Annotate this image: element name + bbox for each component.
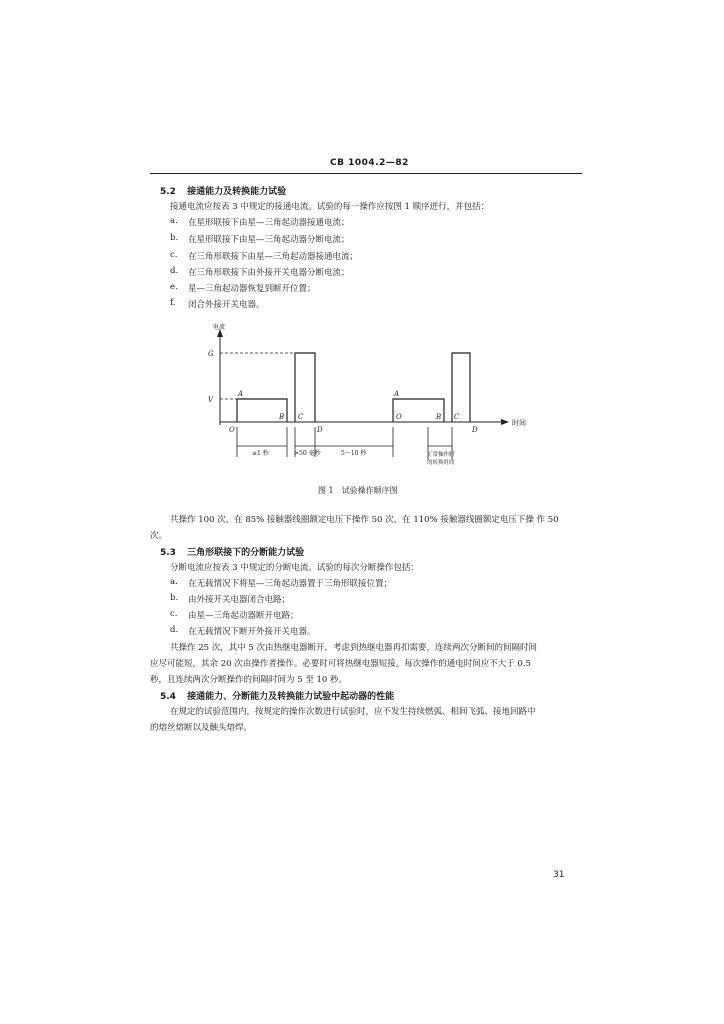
section-5-4-heading	[160, 689, 394, 702]
list-marker: c.	[170, 250, 178, 260]
list-marker: b.	[170, 233, 179, 243]
figure-caption: 图 1 试验操作顺序图	[318, 486, 398, 495]
list-text: 在三角形联接下由外接开关电器分断电流；	[188, 268, 350, 278]
pulse-4	[452, 353, 470, 422]
list-marker: e.	[170, 282, 178, 292]
list-item	[170, 609, 299, 621]
list-item	[170, 298, 265, 310]
list-marker: a.	[170, 216, 178, 226]
list-item	[170, 266, 350, 278]
note-label: 的转换时间	[427, 460, 455, 466]
list-marker: f.	[170, 298, 176, 308]
point-label: D	[472, 426, 478, 434]
list-item	[170, 625, 316, 637]
point-label: O	[229, 426, 235, 434]
point-label: A	[238, 390, 244, 398]
list-marker: a.	[170, 577, 178, 587]
list-text: 在无载情况下将星—三角起动器置于三角形联接位置；	[188, 579, 393, 589]
section-5-3-heading	[160, 545, 304, 558]
list-item	[170, 593, 291, 605]
paragraph: 共操作 100 次，在 85% 接触器线圈额定电压下操作 50 次，在 110% 接触器线圈额定电压下操 作 50	[170, 515, 559, 525]
paragraph: 应尽可能短，其余 20 次由操作者操作。必要时可将热继电器短接。每次操作的通电时间应不大于 0.5	[150, 659, 531, 669]
pulse-2	[295, 353, 315, 422]
x-axis-label: 时间	[512, 419, 526, 427]
list-text: 在星形联接下由星—三角起动器分断电流；	[188, 235, 350, 245]
standard-number: CB 1004.2—82	[330, 158, 409, 168]
paragraph: 次。	[150, 531, 168, 541]
section-title: 接通能力、分断能力及转换能力试验中起动器的性能	[187, 692, 395, 702]
section-number: 5.4	[160, 692, 176, 702]
x-axis-arrow	[501, 419, 509, 425]
list-text: 由星—三角起动器断开电路；	[188, 611, 299, 621]
interval-label: ≥1 秒	[252, 450, 269, 457]
paragraph: 接通电流应按表 3 中规定的接通电流。试验的每一操作应按图 1 顺序进行，并包括：	[170, 202, 490, 212]
list-text: 闭合外接开关电器。	[188, 300, 265, 310]
point-label: C	[454, 413, 460, 421]
y-axis-label: 电流	[213, 324, 226, 331]
note-label: 正常操作时	[427, 452, 455, 458]
point-label: C	[298, 413, 304, 421]
paragraph: 在规定的试验范围内，按规定的操作次数进行试验时，应不发生持续燃弧、相间飞弧、接地回路中	[170, 707, 536, 717]
list-text: 由外接开关电器闭合电路；	[188, 595, 291, 605]
point-label: A	[394, 390, 400, 398]
list-text: 在星形联接下由星—三角起动器接通电流；	[188, 218, 350, 228]
section-title: 接通能力及转换能力试验	[187, 187, 287, 197]
paragraph: 秒，且连续两次分断操作的间隔时间为 5 至 10 秒。	[150, 675, 348, 685]
list-text: 在三角形联接下由星—三角起动器接通电流；	[188, 252, 359, 262]
header-rule	[150, 173, 582, 174]
list-marker: d.	[170, 625, 179, 635]
interval-label: >50 毫秒	[294, 450, 321, 457]
section-5-2-heading	[160, 184, 286, 197]
section-number: 5.2	[160, 187, 176, 197]
test-sequence-diagram	[0, 315, 724, 495]
list-text: 星—三角起动器恢复到断开位置；	[188, 284, 316, 294]
level-v-label: V	[208, 396, 214, 404]
section-title: 三角形联接下的分断能力试验	[187, 548, 305, 558]
section-number: 5.3	[160, 548, 176, 558]
interval-label: 5～10 秒	[341, 450, 367, 457]
list-item	[170, 216, 350, 228]
point-label: D	[317, 426, 323, 434]
list-text: 在无载情况下断开外接开关电器。	[188, 627, 316, 637]
point-label: B	[279, 413, 285, 421]
level-g-label: G	[208, 350, 214, 358]
paragraph: 的熔丝熔断以及触头熔焊。	[150, 723, 253, 733]
list-marker: b.	[170, 593, 179, 603]
list-item	[170, 282, 316, 294]
point-label: B	[436, 413, 442, 421]
list-item	[170, 250, 359, 262]
page-number: 31	[553, 870, 565, 880]
point-label: O	[396, 413, 402, 421]
list-item	[170, 233, 350, 245]
paragraph: 分断电流应按表 3 中规定的分断电流。试验的每次分断操作包括：	[170, 563, 419, 573]
list-item	[170, 577, 393, 589]
list-marker: c.	[170, 609, 178, 619]
paragraph: 共操作 25 次，其中 5 次由热继电器断开，考虑到热继电器再扣需要，连续两次分断间的间隔时间	[170, 643, 538, 653]
list-marker: d.	[170, 266, 179, 276]
